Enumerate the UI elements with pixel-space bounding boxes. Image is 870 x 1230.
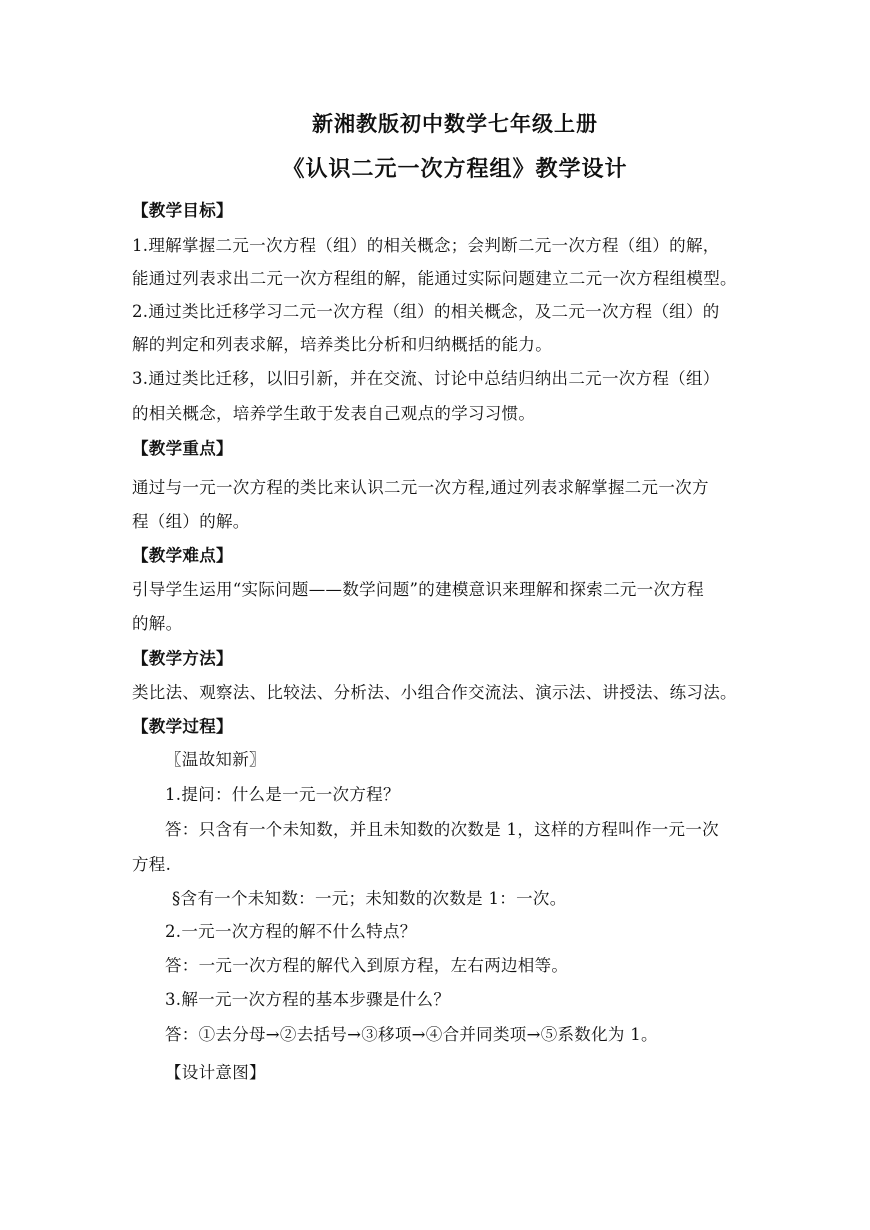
process-line-answer-1: 答：只含有一个未知数，并且未知数的次数是 1，这样的方程叫作一元一次 — [165, 820, 719, 839]
process-line-answer-3: 答：①去分母→②去括号→③移项→④合并同类项→⑤系数化为 1。 — [165, 1025, 658, 1044]
goals-line-3: 2.通过类比迁移学习二元一次方程（组）的相关概念，及二元一次方程（组）的 — [132, 302, 720, 321]
process-line-question-3: 3.解一元一次方程的基本步骤是什么？ — [165, 990, 451, 1009]
methods-line-1: 类比法、观察法、比较法、分析法、小组合作交流法、演示法、讲授法、练习法。 — [132, 683, 737, 702]
goals-line-6: 的相关概念，培养学生敢于发表自己观点的学习习惯。 — [132, 404, 536, 423]
key-points-line-2: 程（组）的解。 — [132, 512, 250, 531]
difficulties-line-1: 引导学生运用“实际问题——数学问题”的建模意识来理解和探索二元一次方程 — [132, 580, 704, 599]
goals-line-2: 能通过列表求出二元一次方程组的解，能通过实际问题建立二元一次方程组模型。 — [132, 269, 737, 288]
process-line-answer-2: 答：一元一次方程的解代入到原方程，左右两边相等。 — [165, 956, 569, 975]
process-line-question-1: 1.提问：什么是一元一次方程？ — [165, 785, 400, 804]
process-line-answer-1-cont: 方程. — [132, 855, 172, 874]
document-title-line1: 新湘教版初中数学七年级上册 — [312, 111, 598, 136]
goals-line-1: 1.理解掌握二元一次方程（组）的相关概念；会判断二元一次方程（组）的解， — [132, 236, 720, 255]
key-points-line-1: 通过与一元一次方程的类比来认识二元一次方程,通过列表求解掌握二元一次方 — [132, 478, 709, 497]
process-subheading-review: 〖温故知新〗 — [165, 750, 266, 769]
difficulties-line-2: 的解。 — [132, 614, 183, 633]
process-subheading-design-intent: 【设计意图】 — [165, 1063, 266, 1082]
section-heading-difficulties: 【教学难点】 — [132, 546, 233, 565]
process-line-note: §含有一个未知数：一元；未知数的次数是 1：一次。 — [172, 889, 567, 908]
section-heading-goals: 【教学目标】 — [132, 201, 233, 220]
goals-line-4: 解的判定和列表求解，培养类比分析和归纳概括的能力。 — [132, 335, 552, 354]
section-heading-methods: 【教学方法】 — [132, 649, 233, 668]
process-line-question-2: 2.一元一次方程的解不什么特点？ — [165, 922, 417, 941]
goals-line-5: 3.通过类比迁移，以旧引新，并在交流、讨论中总结归纳出二元一次方程（组） — [132, 369, 720, 388]
document-title-line2: 《认识二元一次方程组》教学设计 — [282, 156, 628, 182]
section-heading-process: 【教学过程】 — [132, 717, 233, 736]
section-heading-key-points: 【教学重点】 — [132, 439, 233, 458]
